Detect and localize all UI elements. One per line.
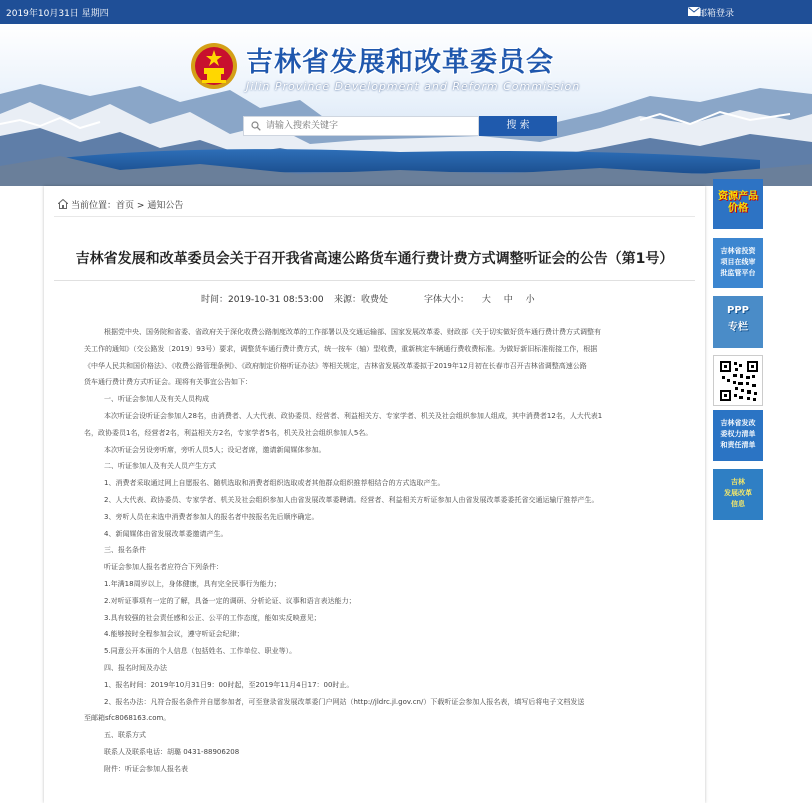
paragraph: 本次听证会另设旁听席，旁听人员5人；设记者席，邀请新闻媒体参加。 xyxy=(104,445,326,454)
side-link-label: 资源产品 价格 xyxy=(718,191,758,214)
paragraph: 1、消费者采取通过网上自愿报名、随机选取和消费者组织选取或者其他群众组织推荐相结合的方式选取产生。 xyxy=(104,479,445,488)
publish-time-label: 时间： xyxy=(201,295,229,305)
side-link-ppp[interactable] xyxy=(713,296,763,348)
paragraph: 1.年满18周岁以上，身体健康，具有完全民事行为能力； xyxy=(104,579,281,588)
mail-login-link[interactable]: 邮箱登录 xyxy=(697,9,734,19)
paragraph: 3、旁听人员在未选中消费者参加人的报名者中按报名先后顺序确定。 xyxy=(104,512,319,521)
breadcrumb-label: 当前位置： xyxy=(71,201,117,211)
site-title: 吉林省发展和改革委员会 xyxy=(246,47,554,78)
attachment-link[interactable]: 附件：听证会参加人报名表 xyxy=(104,764,188,773)
side-qr-code[interactable] xyxy=(713,355,763,406)
paragraph: 货车通行费计费方式听证会。现将有关事宜公告如下： xyxy=(84,378,252,387)
qr-code-icon xyxy=(719,360,759,402)
paragraph: 联系人及联系电话：胡璐 0431-88906208 xyxy=(104,747,240,756)
section-heading: 五、联系方式 xyxy=(104,731,146,740)
side-link-label: PPP 专栏 xyxy=(727,305,749,333)
title-divider xyxy=(54,280,695,281)
national-emblem-icon xyxy=(190,42,238,90)
paragraph: 名，政协委员1名，经营者2名，利益相关方2名，专家学者5名，机关及社会组织参加人5名。 xyxy=(84,428,373,437)
side-link-label: 吉林省投资 项目在线审 批监管平台 xyxy=(720,247,756,277)
breadcrumb-divider xyxy=(54,216,695,217)
paragraph: 4.能够按时全程参加会议，遵守听证会纪律； xyxy=(104,630,244,639)
breadcrumb-separator: > xyxy=(136,201,145,211)
publish-time-value: 2019-10-31 08:53:00 xyxy=(228,295,324,305)
paragraph: 关工作的通知》（交公路发〔2019〕93号）要求，调整货车通行费计费方式，统一按车（轴）型收费，重新核定车辆通行费收费标准。为做好新旧标准衔接工作，根据 xyxy=(84,344,598,353)
side-link-label: 吉林 发展改革 信息 xyxy=(724,478,752,508)
side-link-resource-price[interactable] xyxy=(713,179,763,229)
side-link-power-list[interactable] xyxy=(713,410,763,461)
section-heading: 四、报名时间及办法 xyxy=(104,663,167,672)
search-icon xyxy=(251,121,261,131)
font-size-control xyxy=(424,292,535,305)
section-heading: 一、听证会参加人及有关人员构成 xyxy=(104,395,209,404)
section-heading: 三、报名条件 xyxy=(104,546,146,555)
paragraph: 1、报名时间：2019年10月31日9：00时起，至2019年11月4日17：00时止。 xyxy=(104,680,354,689)
article-title: 吉林省发展和改革委员会关于召开我省高速公路货车通行费计费方式调整听证会的公告（第1号） xyxy=(75,251,674,267)
paragraph: 至邮箱sfc8068163.com。 xyxy=(84,714,171,723)
source-value: 收费处 xyxy=(361,295,389,305)
top-bar xyxy=(0,0,812,24)
site-title-english: Jilin Province Development and Reform Commission xyxy=(246,80,581,93)
paragraph: 4、新闻媒体由省发展改革委邀请产生。 xyxy=(104,529,228,538)
font-size-large[interactable]: 大 xyxy=(481,295,491,305)
paragraph: 本次听证会设听证会参加人28名，由消费者、人大代表、政协委员、经营者、利益相关方、专家学者、机关及社会组织参加人组成，其中消费者12名，人大代表1 xyxy=(104,411,603,420)
article-body xyxy=(84,324,684,778)
article-source xyxy=(334,292,388,305)
side-link-reform[interactable] xyxy=(713,469,763,520)
paragraph: 3.具有较强的社会责任感和公正、公平的工作态度，能如实反映意见； xyxy=(104,613,321,622)
content-panel xyxy=(44,186,705,803)
paragraph: 听证会参加人报名者应符合下列条件： xyxy=(104,563,223,572)
paragraph: 2.对听证事项有一定的了解，具备一定的调研、分析论证、议事和语言表达能力； xyxy=(104,596,356,605)
current-date: 2019年10月31日 星期四 xyxy=(6,9,109,19)
font-size-label: 字体大小： xyxy=(424,295,470,305)
home-icon xyxy=(58,199,68,209)
font-size-small[interactable]: 小 xyxy=(525,295,535,305)
paragraph: 根据党中央、国务院和省委、省政府关于深化收费公路制度改革的工作部署以及交通运输部、国家发展改革委、财政部《关于切实做好货车通行费计费方式调整有 xyxy=(104,328,601,336)
paragraph: 2、人大代表、政协委员、专家学者、机关及社会组织参加人由省发展改革委聘请。经营者、利益相关方听证参加人由省发展改革委委托省交通运输厅推荐产生。 xyxy=(104,495,599,504)
source-label: 来源： xyxy=(334,295,362,305)
paragraph: 2、报名办法：凡符合报名条件并自愿参加者，可至登录省发展改革委门户网站（http://jldrc.jl.gov.cn/）下载听证会参加人报名表，填写后将电子文档发送 xyxy=(104,697,585,706)
breadcrumb-home[interactable]: 首页 xyxy=(116,201,135,211)
search-button[interactable]: 搜 索 xyxy=(479,116,557,136)
paragraph: 《中华人民共和国价格法》、《收费公路管理条例》、《政府制定价格听证办法》等相关规定，吉林省发展改革委拟于2019年12月初在长春市召开吉林省调整高速公路 xyxy=(84,361,587,370)
paragraph: 5.同意公开本面的个人信息（包括姓名、工作单位、职业等）。 xyxy=(104,647,297,656)
breadcrumb xyxy=(58,198,183,211)
side-link-investment-platform[interactable] xyxy=(713,238,763,288)
font-size-medium[interactable]: 中 xyxy=(503,295,513,305)
publish-time xyxy=(201,292,324,305)
breadcrumb-section[interactable]: 通知公告 xyxy=(147,201,184,211)
section-heading: 二、听证参加人及有关人员产生方式 xyxy=(104,462,216,471)
side-link-label: 吉林省发改 委权力清单 和责任清单 xyxy=(720,419,756,449)
search-input[interactable] xyxy=(243,116,479,136)
